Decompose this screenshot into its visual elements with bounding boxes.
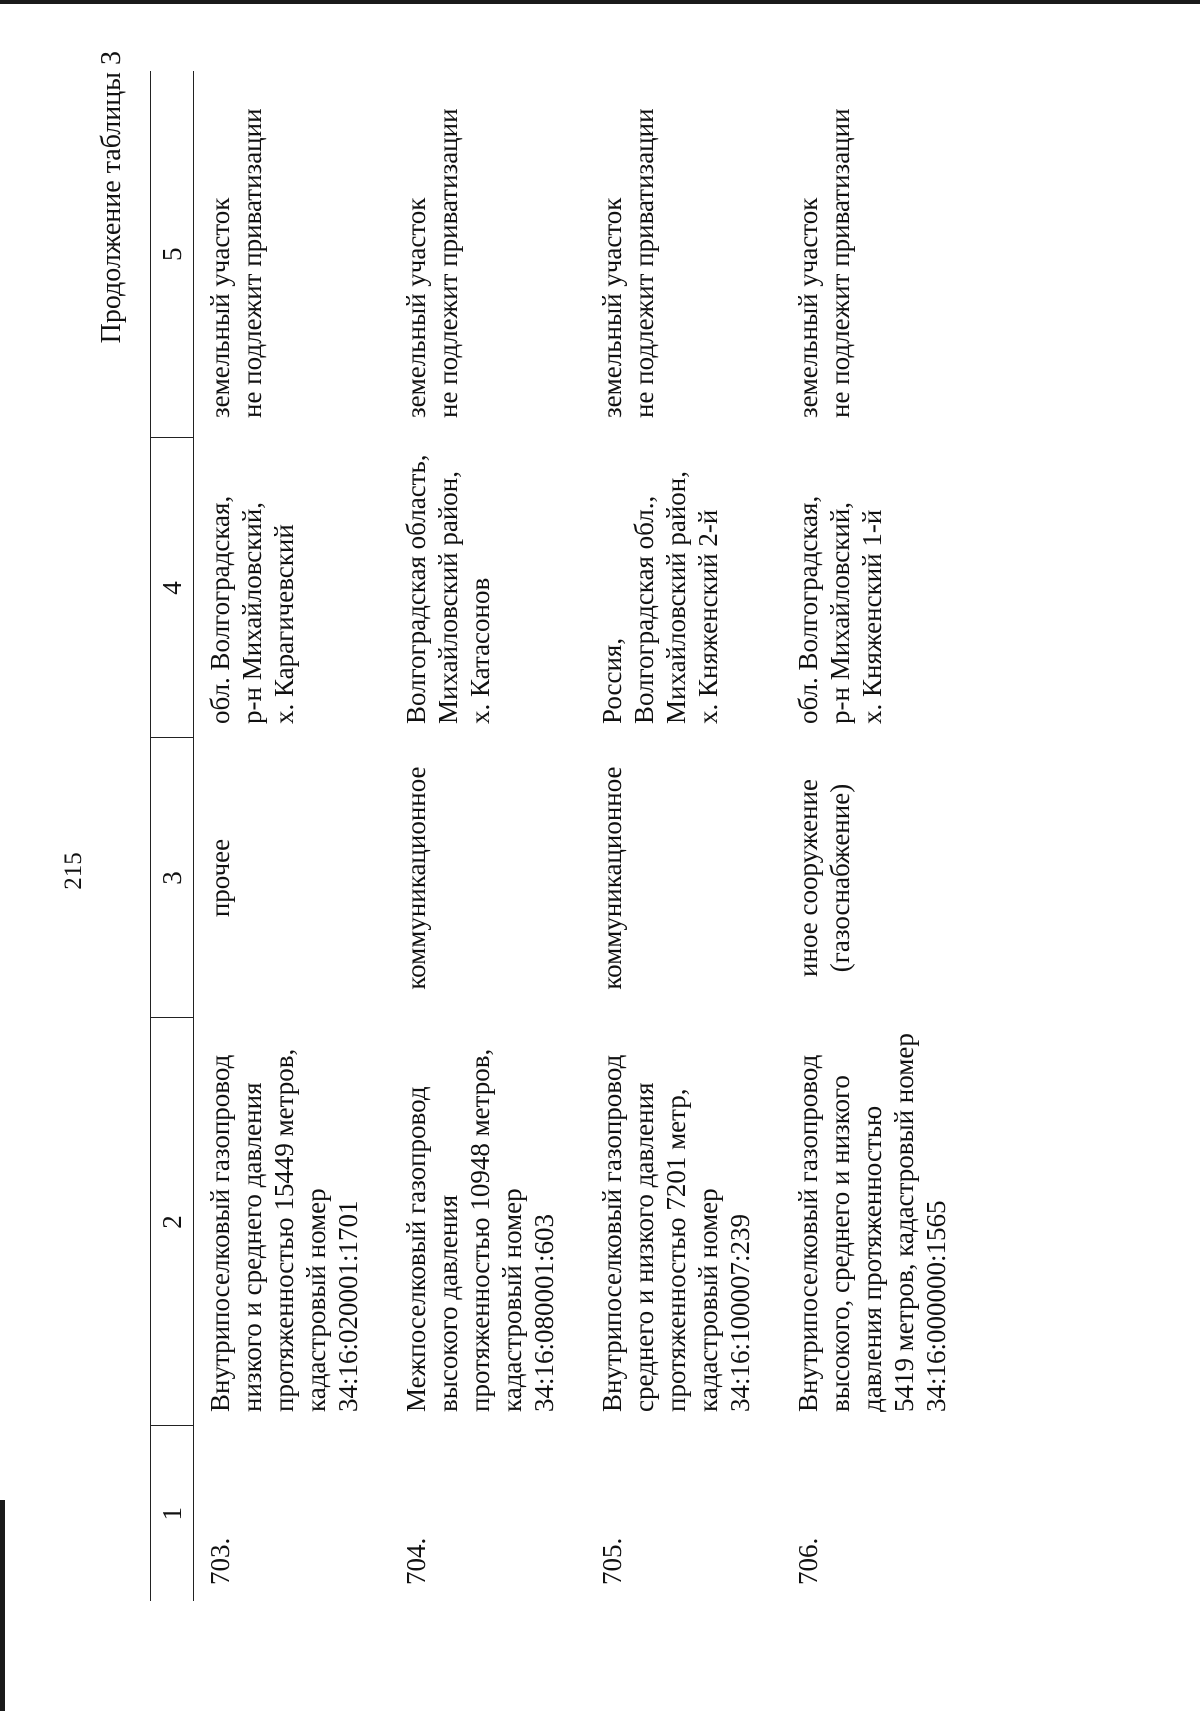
object-description-line: Внутрипоселковый газопровод (597, 1054, 627, 1412)
object-address-line: Россия, (597, 637, 627, 724)
object-description-line: кадастровый номер (301, 1188, 331, 1412)
object-note-line: не подлежит приватизации (433, 108, 463, 418)
object-address-line: х. Катасонов (465, 577, 495, 724)
object-description (194, 1018, 391, 1426)
object-note-line: земельный участок (205, 197, 235, 418)
object-address-line: р-н Михайловский, (825, 501, 855, 724)
table-body (194, 71, 979, 1601)
object-description-line: 34:16:000000:1565 (921, 1200, 951, 1412)
column-header: 4 (151, 438, 194, 738)
object-description-line: высокого, среднего и низкого (825, 1075, 855, 1412)
object-description-line: давления протяженностью (857, 1105, 887, 1412)
object-address-line: Михайловский район, (661, 471, 691, 724)
object-type-line: коммуникационное (597, 766, 627, 990)
object-address-line: р-н Михайловский, (237, 501, 267, 724)
page-number: 215 (60, 852, 87, 890)
object-address-line: х. Княженский 1-й (857, 509, 887, 724)
object-type (586, 738, 782, 1018)
object-address-line: Михайловский район, (433, 471, 463, 724)
object-address-line: обл. Волгоградская, (793, 495, 823, 724)
table-row (782, 71, 978, 1601)
object-description-line: кадастровый номер (693, 1188, 723, 1412)
object-type (390, 738, 586, 1018)
row-number: 706. (793, 1537, 823, 1585)
object-address-line: х. Княженский 2-й (693, 509, 723, 724)
object-type (782, 738, 978, 1018)
object-note-line: земельный участок (793, 197, 823, 418)
object-address-line: Волгоградская область, (401, 454, 431, 724)
object-description-line: Межпоселковый газопровод (401, 1086, 431, 1412)
column-header: 1 (151, 1426, 194, 1601)
object-note-line: не подлежит приватизации (629, 108, 659, 418)
column-header: 5 (151, 71, 194, 438)
object-description (586, 1018, 782, 1426)
object-address-line: обл. Волгоградская, (205, 495, 235, 724)
table-header-row (151, 71, 194, 1601)
object-note (782, 71, 978, 438)
row-number: 705. (597, 1537, 627, 1585)
row-number: 704. (401, 1537, 431, 1585)
object-description (782, 1018, 978, 1426)
object-description-line: высокого давления (433, 1194, 463, 1412)
object-description-line: 34:16:100007:239 (725, 1213, 755, 1412)
object-description-line: 5419 метров, кадастровый номер (889, 1033, 919, 1412)
object-note (194, 71, 391, 438)
object-type-line: коммуникационное (401, 766, 431, 990)
object-description-line: 34:16:080001:603 (529, 1213, 559, 1412)
object-description-line: кадастровый номер (497, 1188, 527, 1412)
table-row (194, 71, 391, 1601)
row-number: 703. (205, 1537, 235, 1585)
object-type-line: прочее (205, 838, 235, 918)
object-description-line: среднего и низкого давления (629, 1082, 659, 1412)
object-description-line: Внутрипоселковый газопровод (793, 1054, 823, 1412)
object-description-line: протяженностью 15449 метров, (269, 1048, 299, 1412)
object-note (390, 71, 586, 438)
object-description-line: 34:16:020001:1701 (333, 1200, 363, 1412)
object-description-line: Внутрипоселковый газопровод (205, 1054, 235, 1412)
object-address (782, 438, 978, 738)
column-header: 2 (151, 1018, 194, 1426)
object-address-line: х. Карагичевский (269, 524, 299, 724)
object-description (390, 1018, 586, 1426)
column-header: 3 (151, 738, 194, 1018)
object-note-line: не подлежит приватизации (825, 108, 855, 418)
table-row (390, 71, 586, 1601)
object-note-line: земельный участок (401, 197, 431, 418)
object-note-line: земельный участок (597, 197, 627, 418)
object-note-line: не подлежит приватизации (237, 108, 267, 418)
object-description-line: низкого и среднего давления (237, 1082, 267, 1412)
property-table (150, 71, 978, 1601)
object-address (194, 438, 391, 738)
object-address (390, 438, 586, 738)
object-address-line: Волгоградская обл., (629, 495, 659, 724)
object-address (586, 438, 782, 738)
object-type-line: иное сооружение (793, 779, 823, 977)
table-row (586, 71, 782, 1601)
object-type-line: (газоснабжение) (825, 783, 855, 973)
object-description-line: протяженностью 10948 метров, (465, 1048, 495, 1412)
table-continuation-label: Продолжение таблицы 3 (96, 51, 127, 344)
object-note (586, 71, 782, 438)
object-description-line: протяженностью 7201 метр, (661, 1088, 691, 1412)
object-type (194, 738, 391, 1018)
